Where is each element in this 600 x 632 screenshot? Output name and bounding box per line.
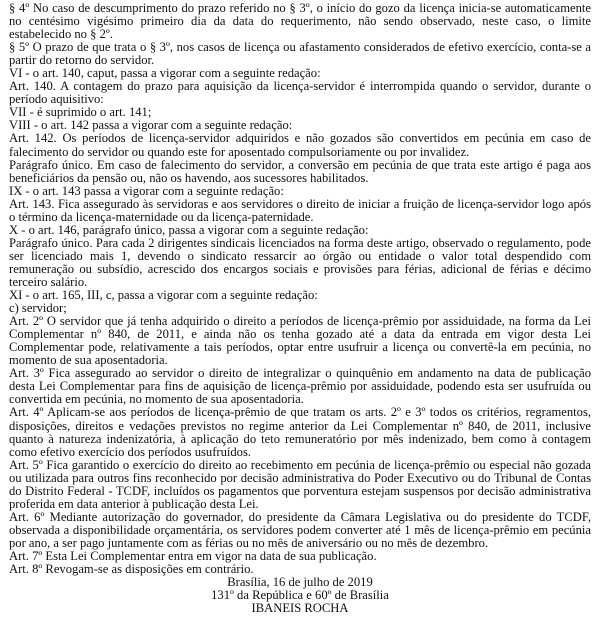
paragraph-art140: Art. 140. A contagem do prazo para aquisição da licença-servidor é interrompida quando o servidor, durante o período aquisitivo:	[9, 79, 591, 107]
paragraph-item-vii: VII - é suprimido o art. 141;	[9, 105, 152, 120]
paragraph-art4: Art. 4º Aplicam-se aos períodos de licença-prêmio de que tratam os arts. 2º e 3º todos os critérios, regramentos, disposições, direitos e vedações previstos no regime anterior da Lei Complementar nº 840, de 2011, inclusive quanto à natureza indenizatória, à aplicação do teto remuneratório por mês indenizado, bem como à contagem como efetivo exercício dos períodos usufruídos.	[9, 405, 591, 459]
paragraph-art142: Art. 142. Os períodos de licença-servidor adquiridos e não gozados são convertidos em pecúnia em caso de falecimento do servidor ou quando este for aposentado compulsoriamente ou por invalidez.	[9, 131, 591, 159]
signature-place-date: Brasília, 16 de julho de 2019	[227, 575, 373, 590]
signature-name: IBANEIS ROCHA	[251, 601, 349, 616]
paragraph-item-ix: IX - o art. 143 passa a vigorar com a seguinte redação:	[9, 183, 284, 198]
paragraph-art139-par4: § 4º No caso de descumprimento do prazo referido no § 3º, o início do gozo da licença inicia-se automaticamente no centésimo vigésimo primeiro dia da data do requerimento, não sendo observado, neste caso, o limite estabelecido no § 2º.	[9, 1, 591, 42]
paragraph-art2: Art. 2º O servidor que já tenha adquirido o direito a períodos de licença-prêmio por assiduidade, na forma da Lei Complementar nº 840, de 2011, e ainda não os tenha gozado até a data da entrada em vigor desta Lei Complementar pode, relativamente a tais períodos, optar entre usufruir a licença ou convertê-la em pecúnia, no momento de sua aposentadoria.	[9, 314, 591, 368]
paragraph-item-vi: VI - o art. 140, caput, passa a vigorar com a seguinte redação:	[9, 66, 321, 81]
paragraph-item-xi: XI - o art. 165, III, c, passa a vigorar com a seguinte redação:	[9, 288, 318, 303]
paragraph-art5: Art. 5º Fica garantido o exercício do direito ao recebimento em pecúnia de licença-prêmio ou especial não gozada ou utilizada para outros fins reconhecido por decisão administrativa do Poder Executivo ou do Tribunal de Contas do Distrito Federal - TCDF, incluídos os pagamentos que porventura estejam suspensos por decisão administrativa proferida em data anterior à publicação desta Lei.	[9, 457, 591, 511]
paragraph-art6: Art. 6º Mediante autorização do governador, do presidente da Câmara Legislativa ou do presidente do TCDF, observada a disponibilidade orçamentária, os servidores podem converter até 1 mês de licença-prêmio em pecúnia por ano, a ser pago juntamente com as férias ou no mês de aniversário ou no mês de dezembro.	[9, 509, 591, 550]
signature-years: 131º da República e 60º de Brasília	[211, 588, 389, 603]
paragraph-art165-c: c) servidor;	[9, 301, 67, 316]
paragraph-art142-sole: Parágrafo único. Em caso de falecimento do servidor, a conversão em pecúnia de que trata este artigo é paga aos beneficiários da pensão ou, não os havendo, aos sucessores habilitados.	[9, 157, 591, 185]
paragraph-art139-par5: § 5º O prazo de que trata o § 3º, nos casos de licença ou afastamento considerados de efetivo exercício, conta-se a partir do retorno do servidor.	[9, 40, 591, 68]
paragraph-item-x: X - o art. 146, parágrafo único, passa a vigorar com a seguinte redação:	[9, 222, 369, 237]
paragraph-art8: Art. 8º Revogam-se as disposições em contrário.	[9, 562, 254, 577]
paragraph-art143: Art. 143. Fica assegurado às servidoras e aos servidores o direito de iniciar a fruição de licença-servidor logo após o término da licença-maternidade ou da licença-paternidade.	[9, 196, 591, 224]
paragraph-art146-sole: Parágrafo único. Para cada 2 dirigentes sindicais licenciados na forma deste artigo, observado o regulamento, pode ser licenciado mais 1, devendo o sindicato ressarcir ao órgão ou entidade o valor total despendido com remuneração ou subsídio, acrescido dos encargos sociais e provisões para férias, adicional de férias e décimo terceiro salário.	[9, 235, 591, 289]
paragraph-item-viii: VIII - o art. 142 passa a vigorar com a seguinte redação:	[9, 118, 293, 133]
paragraph-art7: Art. 7º Esta Lei Complementar entra em vigor na data de sua publicação.	[9, 548, 377, 563]
paragraph-art3: Art. 3º Fica assegurado ao servidor o direito de integralizar o quinquênio em andamento na data de publicação desta Lei Complementar para fins de aquisição de licença-prêmio por assiduidade, podendo esta ser usufruída ou convertida em pecúnia, no momento de sua aposentadoria.	[9, 366, 591, 407]
